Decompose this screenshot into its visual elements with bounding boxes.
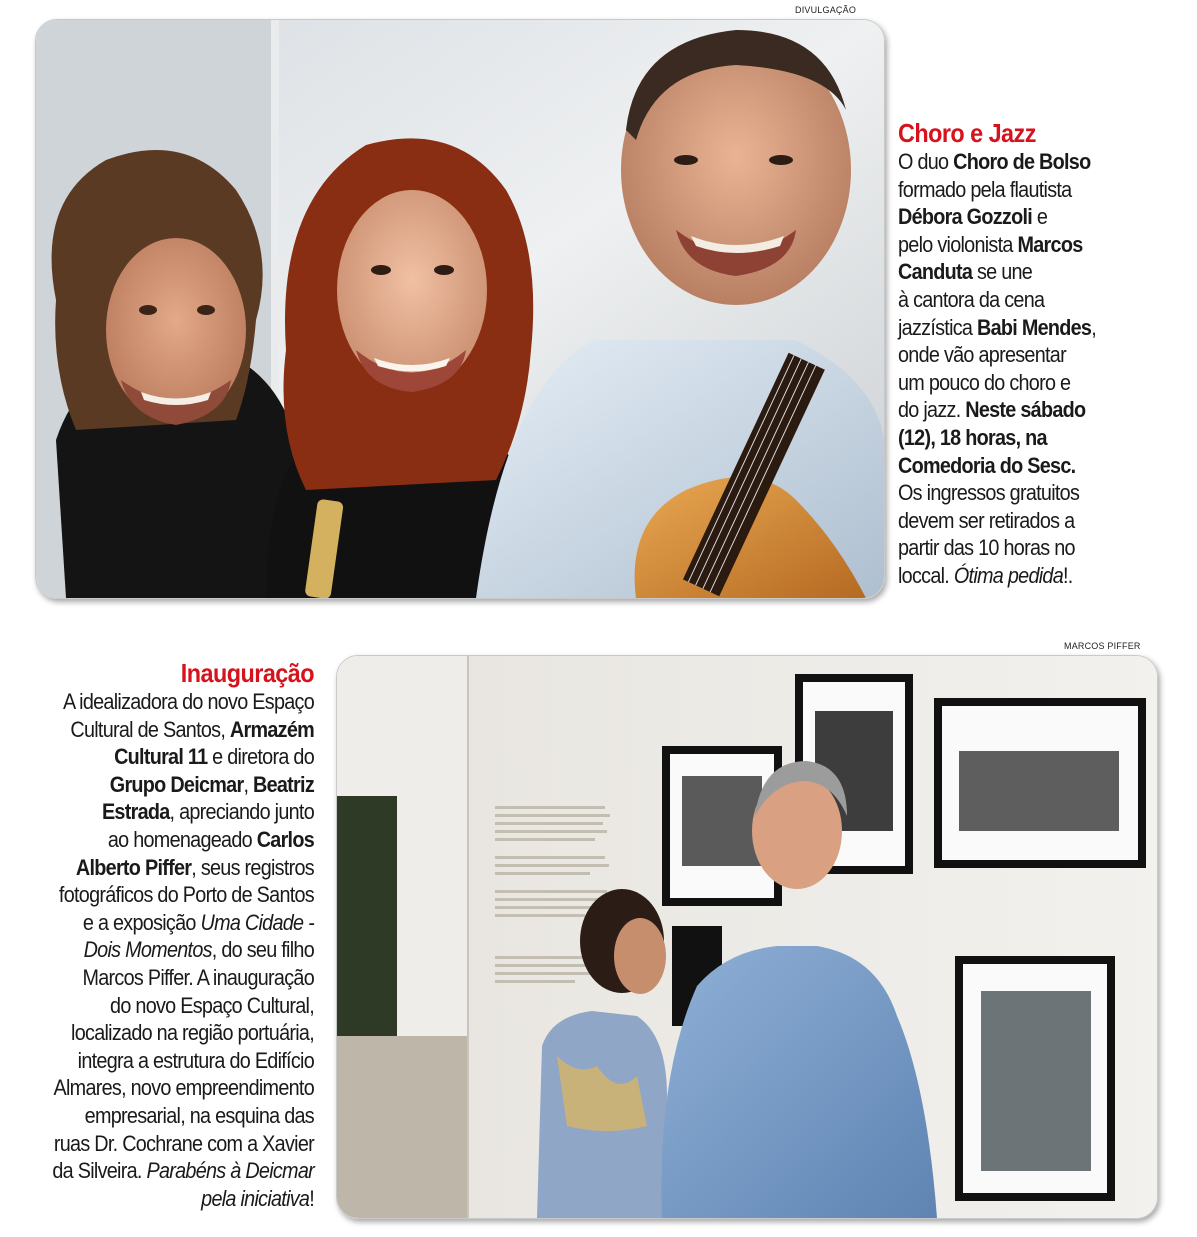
story-line: O duo Choro de Bolso xyxy=(898,149,1091,174)
story-line: Almares, novo empreendimento xyxy=(53,1075,314,1101)
story-line: (12), 18 horas, na xyxy=(898,424,1047,450)
story-line: formado pela flautista xyxy=(898,176,1072,202)
story-line: localizado na região portuária, xyxy=(71,1020,314,1046)
story-line: A idealizadora do novo Espaço xyxy=(62,689,314,714)
story-line: onde vão apresentar xyxy=(898,342,1066,368)
photo-inauguracao-exposicao xyxy=(336,655,1158,1219)
story-line: ao homenageado Carlos xyxy=(107,826,314,852)
photo-credit-divulgacao: DIVULGAÇÃO xyxy=(795,5,857,15)
story-line: Canduta se une xyxy=(898,259,1033,285)
story-line: à cantora da cena xyxy=(898,286,1045,312)
story-line: Estrada, apreciando junto xyxy=(101,799,314,825)
story-line: devem ser retirados a xyxy=(898,507,1075,533)
photo-choro-de-bolso xyxy=(35,19,885,599)
story-line: Comedoria do Sesc. xyxy=(898,452,1076,478)
story-title: Inauguração xyxy=(180,658,314,688)
story-line: jazzística Babi Mendes, xyxy=(898,314,1097,340)
story-line: ruas Dr. Cochrane com a Xavier xyxy=(53,1130,314,1156)
story-line: e a exposição Uma Cidade - xyxy=(82,909,314,935)
story-line: partir das 10 horas no xyxy=(898,535,1075,561)
story-line: um pouco do choro e xyxy=(898,369,1071,395)
story-line: loccal. Ótima pedida!. xyxy=(898,562,1073,588)
story-line: Grupo Deicmar, Beatriz xyxy=(109,771,314,797)
story-inauguracao xyxy=(17,658,314,1212)
story-line: fotográficos do Porto de Santos xyxy=(58,882,315,908)
story-line: Cultural de Santos, Armazém xyxy=(70,716,314,742)
story-line: Débora Gozzoli e xyxy=(898,204,1048,230)
story-line: da Silveira. Parabéns à Deicmar xyxy=(52,1158,314,1184)
story-line: Marcos Piffer. A inauguração xyxy=(82,964,314,990)
story-title: Choro e Jazz xyxy=(898,118,1036,148)
story-line: pela iniciativa! xyxy=(201,1185,314,1211)
story-line: Alberto Piffer, seus registros xyxy=(75,854,314,880)
story-line: Os ingressos gratuitos xyxy=(898,480,1080,506)
photo-credit-marcos-piffer: MARCOS PIFFER xyxy=(1064,641,1141,651)
story-choro-e-jazz xyxy=(898,118,1123,590)
story-line: empresarial, na esquina das xyxy=(84,1102,315,1128)
story-line: do jazz. Neste sábado xyxy=(898,397,1086,423)
story-line: Cultural 11 e diretora do xyxy=(114,744,314,770)
story-line: integra a estrutura do Edifício xyxy=(77,1047,314,1073)
story-line: do novo Espaço Cultural, xyxy=(110,992,314,1018)
story-line: Dois Momentos, do seu filho xyxy=(83,937,314,963)
story-line: pelo violonista Marcos xyxy=(898,231,1083,257)
